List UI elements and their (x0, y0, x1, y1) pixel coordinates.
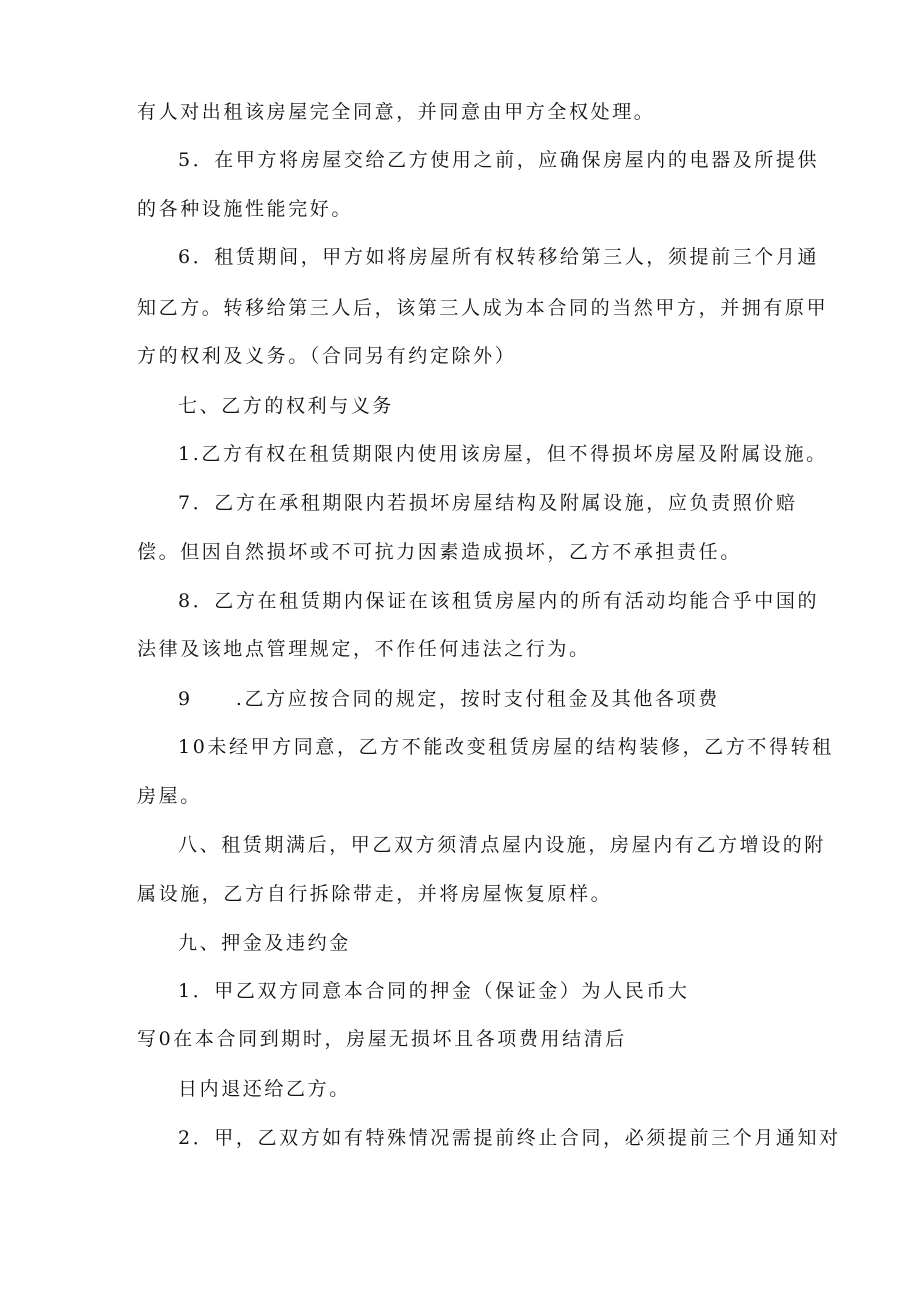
text-line: 法律及该地点管理规定，不作任何违法之行为。 (137, 638, 591, 660)
text-line: 5．在甲方将房屋交给乙方使用之前，应确保房屋内的电器及所提供 (178, 149, 820, 171)
text-line: 写0在本合同到期时，房屋无损坏且各项费用结清后 (137, 1028, 627, 1050)
text-line: 日内退还给乙方。 (178, 1078, 351, 1100)
text-line: 7．乙方在承租期限内若损坏房屋结构及附属设施，应负责照价赔 (178, 492, 798, 514)
text-line: 知乙方。转移给第三人后，该第三人成为本合同的当然甲方，并拥有原甲 (137, 297, 829, 319)
text-line: 8．乙方在租赁期内保证在该租赁房屋内的所有活动均能合乎中国的 (178, 590, 820, 612)
text-line: 方的权利及义务。（合同另有约定除外） (137, 345, 517, 367)
text-line: 房屋。 (137, 785, 202, 807)
text-line: 偿。但因自然损坏或不可抗力因素造成损坏，乙方不承担责任。 (137, 541, 742, 563)
text-line: 9 .乙方应按合同的规定，按时支付租金及其他各项费 (178, 688, 720, 710)
section-heading: 九、押金及违约金 (178, 932, 351, 954)
text-line: 的各种设施性能完好。 (137, 198, 354, 220)
text-line: 有人对出租该房屋完全同意，并同意由甲方全权处理。 (137, 101, 656, 123)
section-heading: 七、乙方的权利与义务 (178, 395, 395, 417)
text-line: 2．甲，乙双方如有特殊情况需提前终止合同，必须提前三个月通知对 (178, 1127, 841, 1149)
text-line: 属设施，乙方自行拆除带走，并将房屋恢复原样。 (137, 883, 613, 905)
text-line: 6．租赁期间，甲方如将房屋所有权转移给第三人，须提前三个月通 (178, 246, 820, 268)
text-line: 1．甲乙双方同意本合同的押金（保证金）为人民币大 (178, 980, 690, 1002)
text-line: 10未经甲方同意，乙方不能改变租赁房屋的结构装修，乙方不得转租 (178, 736, 834, 758)
text-line: 1.乙方有权在租赁期限内使用该房屋，但不得损坏房屋及附属设施。 (178, 443, 828, 465)
text-line: 八、租赁期满后，甲乙双方须清点屋内设施，房屋内有乙方增设的附 (178, 834, 827, 856)
